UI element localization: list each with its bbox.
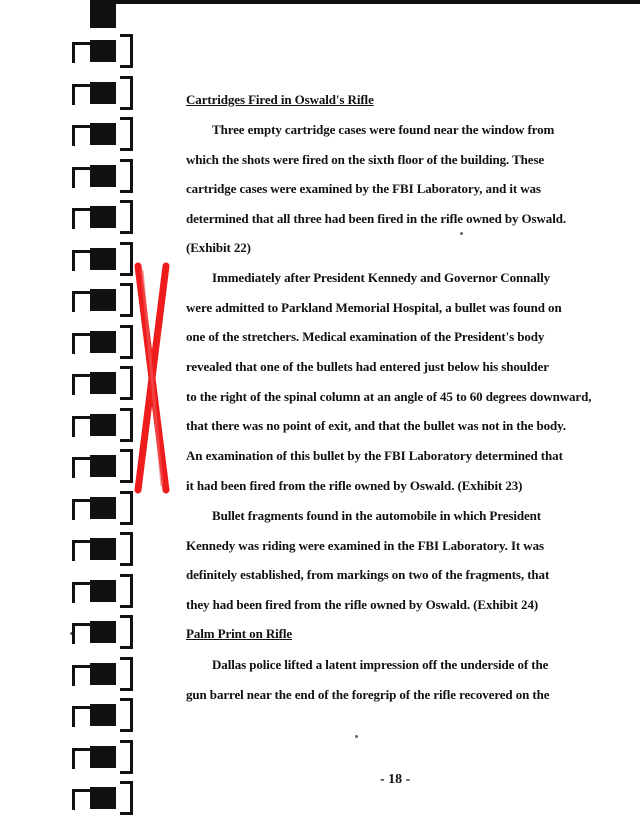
binding-ring-bracket xyxy=(120,325,133,359)
text-line: (Exhibit 22) xyxy=(186,240,251,255)
binding-ring-bracket xyxy=(120,408,133,442)
binding-ring xyxy=(90,787,116,809)
section-heading: Cartridges Fired in Oswald's Rifle xyxy=(186,92,374,107)
binding-ring-link xyxy=(74,42,92,45)
binding-ring-link xyxy=(74,582,92,585)
binding-ring-bracket xyxy=(120,242,133,276)
binding-top-block xyxy=(90,0,116,28)
text-line: were admitted to Parkland Memorial Hospital, a bullet was found on xyxy=(186,300,562,315)
binding-ring xyxy=(90,621,116,643)
binding-ring-link xyxy=(74,333,92,336)
binding-ring-hook xyxy=(72,665,89,686)
binding-ring xyxy=(90,123,116,145)
binding-ring xyxy=(90,206,116,228)
binding-ring-bracket xyxy=(120,449,133,483)
binding-ring-link xyxy=(74,789,92,792)
binding-ring xyxy=(90,248,116,270)
text-line: to the right of the spinal column at an angle of 45 to 60 degrees downward, xyxy=(186,389,592,404)
binding-ring xyxy=(90,663,116,685)
binding-ring-link xyxy=(74,540,92,543)
binding-ring xyxy=(90,455,116,477)
binding-ring-link xyxy=(74,208,92,211)
text-line: gun barrel near the end of the foregrip of the rifle recovered on the xyxy=(186,687,550,702)
scan-speck xyxy=(460,232,463,235)
binding-ring-hook xyxy=(72,499,89,520)
binding-ring-bracket xyxy=(120,657,133,691)
binding-ring xyxy=(90,165,116,187)
binding-ring-link xyxy=(74,416,92,419)
binding-ring xyxy=(90,704,116,726)
binding-ring-link xyxy=(74,665,92,668)
binding-ring-hook xyxy=(72,125,89,146)
text-line: they had been fired from the rifle owned by Oswald. (Exhibit 24) xyxy=(186,597,539,612)
binding-ring-link xyxy=(74,623,92,626)
binding-ring-hook xyxy=(72,250,89,271)
scan-speck xyxy=(355,735,358,738)
binding-ring-bracket xyxy=(120,200,133,234)
text-line: which the shots were fired on the sixth floor of the building. These xyxy=(186,152,545,167)
binding-ring-hook xyxy=(72,582,89,603)
binding-ring-hook xyxy=(72,706,89,727)
binding-ring-bracket xyxy=(120,574,133,608)
binding-ring xyxy=(90,82,116,104)
binding-ring-link xyxy=(74,84,92,87)
binding-ring xyxy=(90,538,116,560)
text-line: An examination of this bullet by the FBI Laboratory determined that xyxy=(186,448,563,463)
binding-ring-hook xyxy=(72,374,89,395)
binding-ring-hook xyxy=(72,789,89,810)
binding-ring-link xyxy=(74,250,92,253)
binding-ring xyxy=(90,289,116,311)
binding-ring-bracket xyxy=(120,491,133,525)
binding-ring-link xyxy=(74,457,92,460)
binding-ring xyxy=(90,40,116,62)
binding-ring-link xyxy=(74,706,92,709)
text-line: one of the stretchers. Medical examination of the President's body xyxy=(186,329,545,344)
binding-ring-bracket xyxy=(120,615,133,649)
binding-ring-hook xyxy=(72,623,89,644)
binding-ring-bracket xyxy=(120,159,133,193)
text-line: revealed that one of the bullets had entered just below his shoulder xyxy=(186,359,549,374)
binding-ring-bracket xyxy=(120,698,133,732)
binding-ring-bracket xyxy=(120,34,133,68)
binding-ring-bracket xyxy=(120,781,133,815)
binding-ring-link xyxy=(74,125,92,128)
binding-ring-hook xyxy=(72,540,89,561)
binding-ring-hook xyxy=(72,748,89,769)
text-line: that there was no point of exit, and that the bullet was not in the body. xyxy=(186,418,566,433)
binding-ring-link xyxy=(74,748,92,751)
text-line: it had been fired from the rifle owned by Oswald. (Exhibit 23) xyxy=(186,478,523,493)
binding-ring xyxy=(90,414,116,436)
binding-ring-bracket xyxy=(120,283,133,317)
binding-ring-bracket xyxy=(120,117,133,151)
text-line: Kennedy was riding were examined in the FBI Laboratory. It was xyxy=(186,538,544,553)
binding-ring-link xyxy=(74,291,92,294)
binding-ring-link xyxy=(74,374,92,377)
binding-ring-bracket xyxy=(120,76,133,110)
binding-ring xyxy=(90,331,116,353)
binding-ring-hook xyxy=(72,208,89,229)
text-line: Three empty cartridge cases were found near the window from xyxy=(212,122,555,137)
binding-ring xyxy=(90,372,116,394)
binding-ring-hook xyxy=(72,84,89,105)
binding-ring-bracket xyxy=(120,740,133,774)
text-line: Dallas police lifted a latent impression off the underside of the xyxy=(212,657,549,672)
binding-ring-hook xyxy=(72,416,89,437)
binding-ring-hook xyxy=(72,291,89,312)
binding-ring-bracket xyxy=(120,532,133,566)
section-heading: Palm Print on Rifle xyxy=(186,626,293,641)
binding-ring-hook xyxy=(72,333,89,354)
text-line: Immediately after President Kennedy and Governor Connally xyxy=(212,270,551,285)
text-line: definitely established, from markings on two of the fragments, that xyxy=(186,567,550,582)
text-line: Bullet fragments found in the automobile in which President xyxy=(212,508,541,523)
text-line: cartridge cases were examined by the FBI Laboratory, and it was xyxy=(186,181,541,196)
red-x-icon xyxy=(132,262,172,494)
top-edge-shadow xyxy=(90,0,640,4)
binding-ring-bracket xyxy=(120,366,133,400)
binding-ring-link xyxy=(74,167,92,170)
binding-ring-hook xyxy=(72,42,89,63)
binding-ring-hook xyxy=(72,167,89,188)
binding-ring xyxy=(90,580,116,602)
binding-ring-hook xyxy=(72,457,89,478)
page-number: - 18 - xyxy=(380,772,411,787)
binding-ring-link xyxy=(74,499,92,502)
binding-ring xyxy=(90,746,116,768)
binding-ring xyxy=(90,497,116,519)
text-line: determined that all three had been fired in the rifle owned by Oswald. xyxy=(186,211,566,226)
